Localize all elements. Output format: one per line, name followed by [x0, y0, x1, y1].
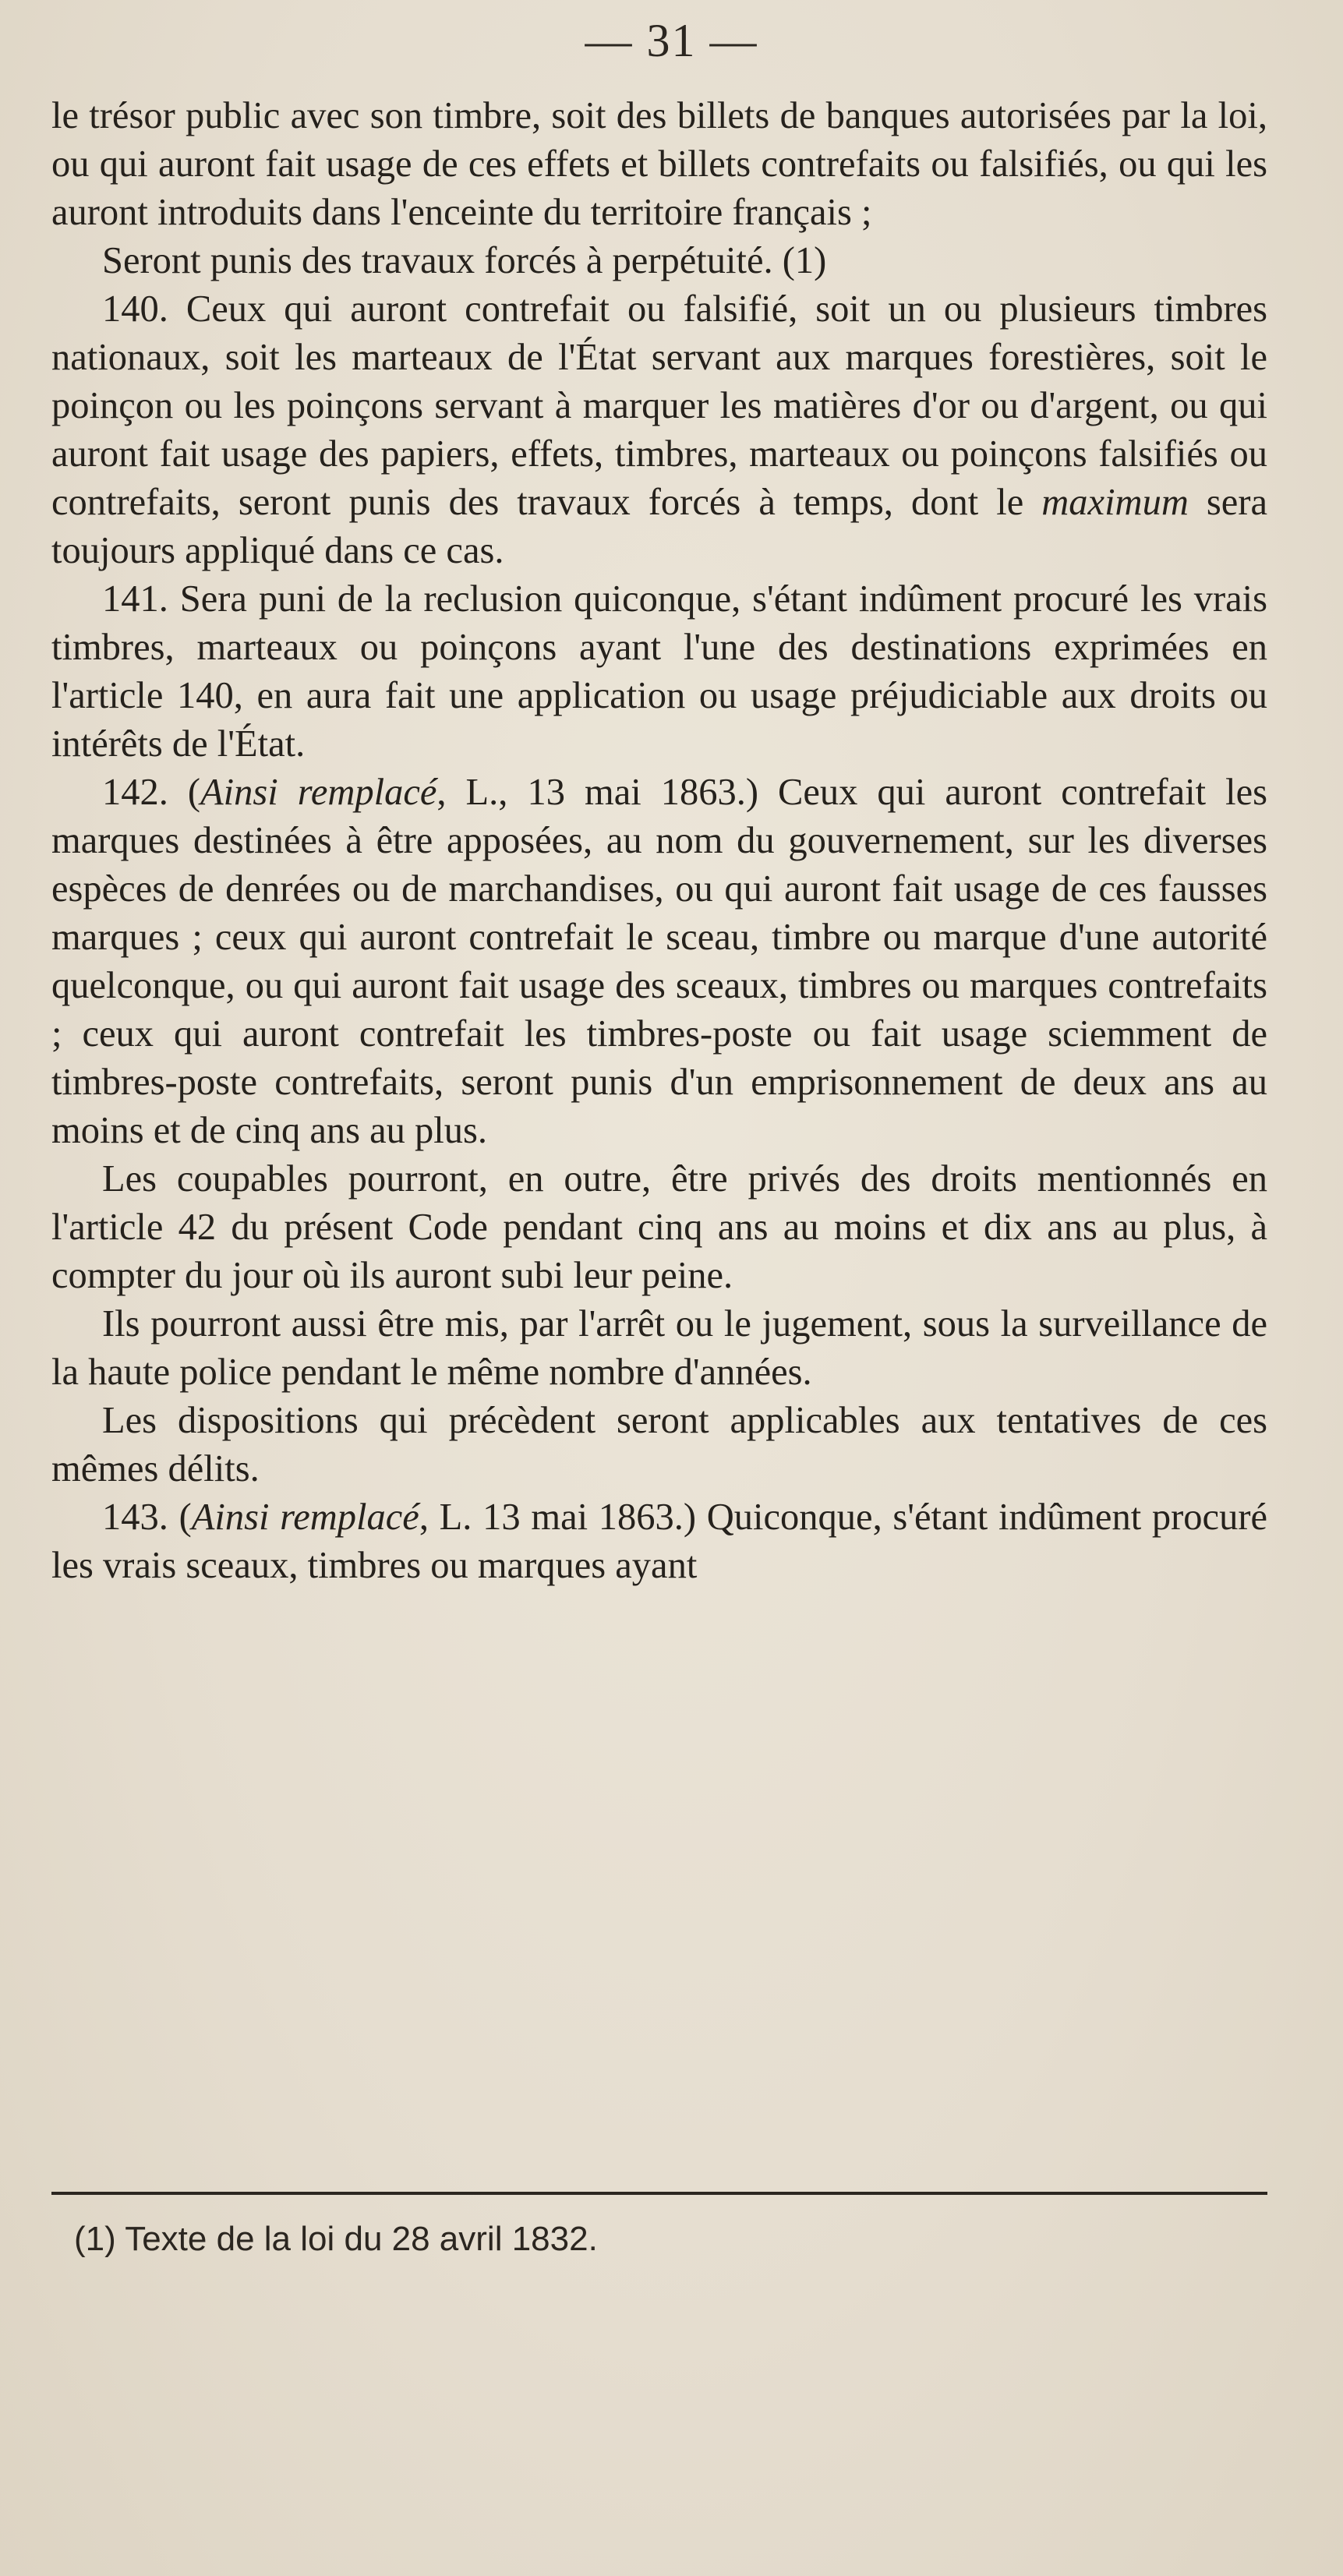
paragraph-surveillance: Ils pourront aussi être mis, par l'arrêt ou le jugement, sous la surveillance de la haute police pendant le même nombre d'années.	[51, 1303, 1267, 1393]
paragraph-tentatives: Les dispositions qui précèdent seront applicables aux tentatives de ces mêmes délits.	[51, 1400, 1267, 1489]
article-142-number: 142. (	[102, 772, 201, 813]
article-142-text: , L., 13 mai 1863.) Ceux qui auront contrefait les marques destinées à être apposées, au nom du gouvernement, sur les diverses espèces de denrées ou de marchandises, ou qui auront fait usage de ces fausses marques ; ceux qui auront contrefait le sceau, timbre ou marque d'une autorité quelconque, ou qui auront fait usage des sceaux, timbres ou marques contrefaits ; ceux qui auront contrefait les timbres-poste ou fait usage sciemment de timbres-poste contrefaits, seront punis d'un emprisonnement de deux ans au moins et de cinq ans au plus.	[51, 772, 1267, 1151]
article-141: 141. Sera puni de la reclusion quiconque, s'étant indûment procuré les vrais timbres, marteaux ou poinçons ayant l'une des destinations exprimées en l'article 140, en aura fait une application ou usage préjudiciable aux droits ou intérêts de l'État.	[51, 578, 1267, 765]
article-140-text: 140. Ceux qui auront contrefait ou falsifié, soit un ou plusieurs timbres nationaux, soit les marteaux de l'État servant aux marques forestières, soit le poinçon ou les poinçons servant à marquer les matières d'or ou d'argent, ou qui auront fait usage des papiers, effets, timbres, marteaux ou poinçons falsifiés ou contrefaits, seront punis des travaux forcés à temps,	[51, 288, 1267, 523]
article-142-amendment: Ainsi remplacé	[200, 772, 437, 813]
footnote: (1) Texte de la loi du 28 avril 1832.	[74, 2220, 598, 2258]
article-143-number: 143. (	[102, 1496, 192, 1538]
page-number: — 31 —	[585, 15, 758, 66]
article-143-amendment: Ainsi remplacé	[191, 1496, 419, 1538]
paragraph-continued: le trésor public avec son timbre, soit des billets de banques autorisées par la loi, ou qui auront fait usage de ces effets et billets contrefaits ou falsifiés, ou qui les auront introduits dans l'enceinte du territoire français ;	[51, 95, 1267, 233]
article-142	[51, 769, 1267, 1155]
article-143-text: , L. 13 mai 1863.) Quiconque, s'étant indûment procuré les vrais sceaux, timbres ou marques ayant	[51, 1496, 1268, 1586]
maximum-italic: maximum	[1041, 482, 1189, 523]
article-140-end-b: sera toujours appliqué dans ce cas.	[51, 482, 1267, 571]
paragraph-coupables: Les coupables pourront, en outre, être privés des droits mentionnés en l'article 42 du présent Code pendant cinq ans au moins et dix ans au plus, à compter du jour où ils auront subi leur peine.	[51, 1158, 1267, 1296]
body-text	[51, 92, 1267, 1590]
footnote-separator	[51, 2192, 1267, 2195]
paragraph-penalty: Seront punis des travaux forcés à perpétuité. (1)	[102, 240, 827, 281]
article-143	[51, 1493, 1267, 1590]
article-140-end-a: dont le	[910, 482, 1042, 523]
article-140	[51, 285, 1267, 575]
